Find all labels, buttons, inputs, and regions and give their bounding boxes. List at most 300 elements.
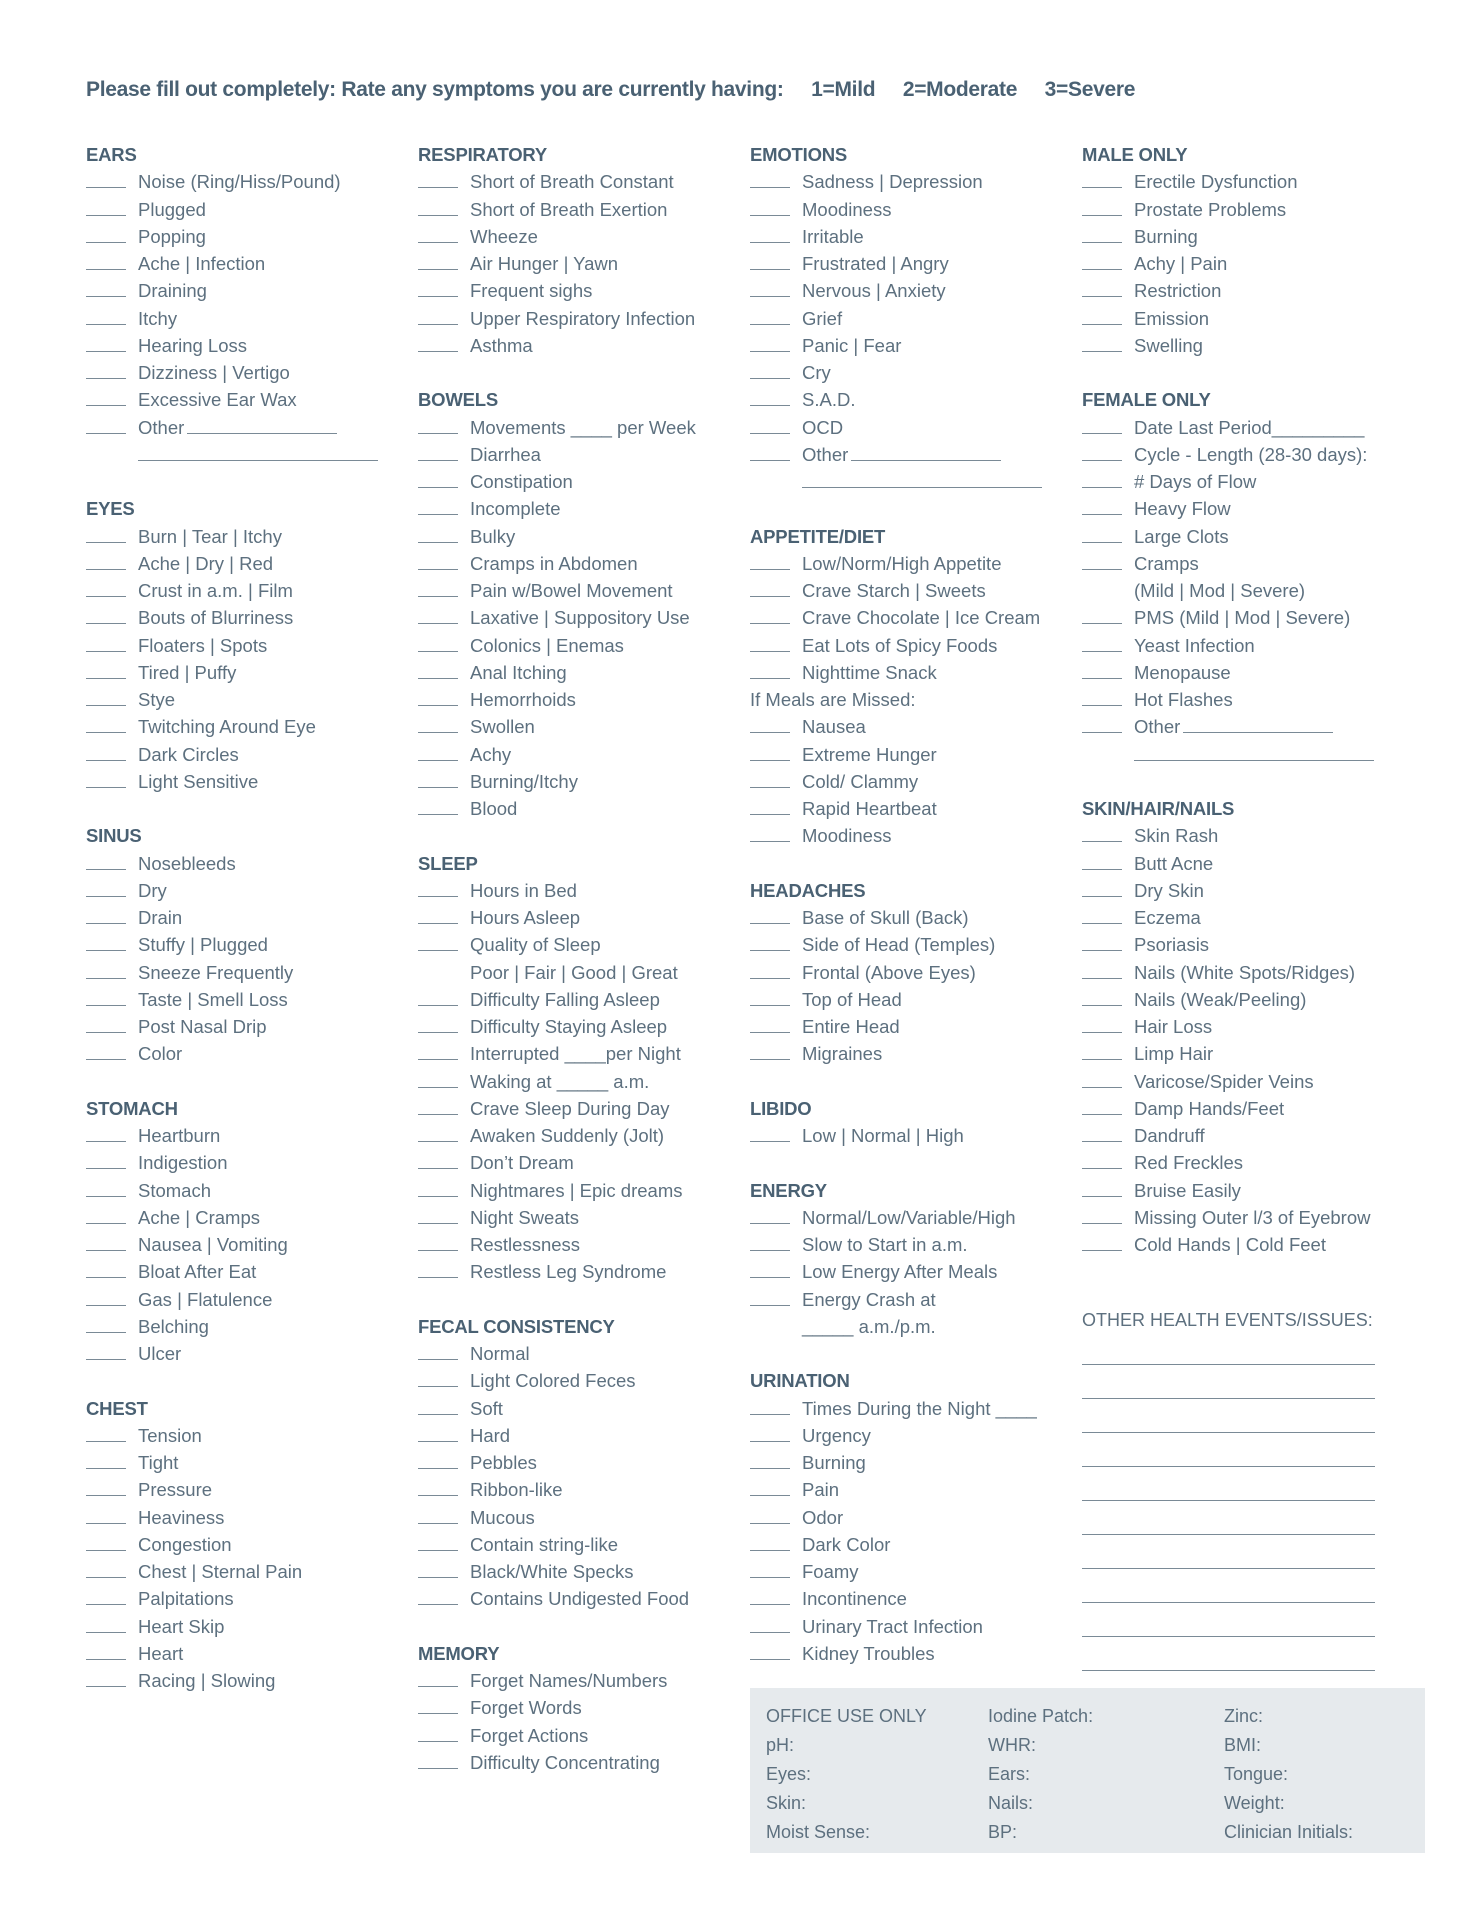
rating-blank[interactable] [418,605,458,624]
rating-blank[interactable] [1082,1205,1122,1224]
rating-blank[interactable] [86,1341,126,1360]
rating-blank[interactable] [418,1423,458,1442]
symptom-label: Low Energy After Meals [802,1261,998,1283]
symptom-item [86,959,406,986]
section-heading: LIBIDO [750,1097,812,1119]
symptom-item [86,986,406,1013]
rating-blank[interactable] [750,1477,790,1496]
write-in-line[interactable] [851,442,1001,461]
rating-blank[interactable] [750,905,790,924]
rating-blank[interactable] [750,1532,790,1551]
symptom-label: Heart Skip [138,1615,225,1637]
rating-blank[interactable] [86,1477,126,1496]
rating-blank[interactable] [1082,633,1122,652]
rating-blank[interactable] [1082,960,1122,979]
office-field-label: Zinc: [1224,1706,1264,1726]
rating-blank[interactable] [750,578,790,597]
rating-blank[interactable] [750,1014,790,1033]
symptom-item [418,1395,738,1422]
symptom-item [86,686,406,713]
rating-blank[interactable] [750,1641,790,1660]
symptom-label: Ache | Cramps [138,1206,261,1228]
symptom-item [750,686,1070,713]
symptom-label: Achy [470,743,512,765]
rating-blank[interactable] [418,1069,458,1088]
symptom-item [750,1476,1070,1503]
symptom-item [418,250,738,277]
symptom-label: Extreme Hunger [802,743,937,765]
rating-blank[interactable] [86,1532,126,1551]
section-stomach [86,1095,406,1368]
symptom-item [418,1149,738,1176]
symptom-item [750,1504,1070,1531]
rating-blank[interactable] [418,1150,458,1169]
symptom-label: Pressure [138,1479,213,1501]
symptom-item [1082,223,1402,250]
symptom-item [86,196,406,223]
section-heading: EARS [86,144,137,165]
rating-blank[interactable] [418,1396,458,1415]
write-in-line[interactable] [1082,1467,1375,1501]
rating-blank[interactable] [86,1232,126,1251]
rating-blank[interactable] [1082,469,1122,488]
symptom-item [1082,1095,1402,1122]
rating-blank[interactable] [86,932,126,951]
write-in-line[interactable] [1183,714,1333,733]
write-in-line[interactable] [1082,1501,1375,1535]
symptom-label: Waking at _____ a.m. [470,1070,650,1092]
rating-blank[interactable] [418,1341,458,1360]
rating-blank[interactable] [86,197,126,216]
rating-blank[interactable] [750,769,790,788]
rating-blank[interactable] [1082,905,1122,924]
symptom-item [750,768,1070,795]
rating-blank[interactable] [750,1123,790,1142]
rating-blank[interactable] [1082,1069,1122,1088]
write-in-line[interactable] [1082,1569,1375,1603]
section-bowels [418,386,738,822]
rating-blank[interactable] [86,551,126,570]
write-in-line[interactable] [1082,1433,1375,1467]
rating-blank[interactable] [418,1586,458,1605]
rating-blank[interactable] [86,1205,126,1224]
rating-blank[interactable] [86,987,126,1006]
symptom-item [86,550,406,577]
write-in-line[interactable] [1082,1603,1375,1637]
symptom-item [1082,550,1402,577]
rating-blank[interactable] [1082,169,1122,188]
rating-blank[interactable] [86,1586,126,1605]
rating-blank[interactable] [418,742,458,761]
symptom-item [1082,1068,1402,1095]
symptom-item [750,1040,1070,1067]
symptom-label: Congestion [138,1533,232,1555]
rating-blank[interactable] [1082,987,1122,1006]
rating-blank[interactable] [1082,1178,1122,1197]
rating-blank[interactable] [418,551,458,570]
symptom-item [86,1476,406,1503]
rating-blank[interactable] [86,714,126,733]
rating-blank[interactable] [418,1123,458,1142]
symptom-label: Frontal (Above Eyes) [802,961,976,983]
rating-blank[interactable] [418,306,458,325]
rating-blank[interactable] [86,1041,126,1060]
rating-blank[interactable] [750,360,790,379]
rating-blank[interactable] [1082,278,1122,297]
rating-blank[interactable] [750,387,790,406]
symptom-item [86,904,406,931]
symptom-item [86,414,406,441]
rating-blank[interactable] [86,387,126,406]
symptom-label: Popping [138,225,206,247]
rating-blank[interactable] [1082,197,1122,216]
symptom-item [418,877,738,904]
write-in-line[interactable] [1082,1535,1375,1569]
rating-blank[interactable] [418,415,458,434]
rating-blank[interactable] [86,1314,126,1333]
write-in-line[interactable] [187,415,337,434]
symptom-label: Nails (White Spots/Ridges) [1134,961,1356,983]
rating-blank[interactable] [1082,1096,1122,1115]
rating-blank[interactable] [86,1450,126,1469]
write-in-line[interactable] [1134,742,1374,761]
rating-blank[interactable] [1082,1150,1122,1169]
rating-blank[interactable] [1082,1041,1122,1060]
rating-blank[interactable] [1082,605,1122,624]
rating-blank[interactable] [1082,660,1122,679]
rating-blank[interactable] [750,224,790,243]
symptom-label: Restriction [1134,280,1222,302]
symptom-item [418,904,738,931]
rating-blank[interactable] [1082,823,1122,842]
symptom-item [750,713,1070,740]
symptom-label: Hard [470,1424,511,1446]
rating-blank[interactable] [1082,333,1122,352]
rating-blank[interactable] [1082,251,1122,270]
rating-blank[interactable] [1082,551,1122,570]
symptom-label: Nightmares | Epic dreams [470,1179,683,1201]
section-energy [750,1177,1070,1341]
symptom-item [418,931,738,958]
rating-blank[interactable] [418,1750,458,1769]
rating-blank[interactable] [418,687,458,706]
rating-blank[interactable] [1082,442,1122,461]
symptom-item [418,1749,738,1776]
rating-blank[interactable] [86,415,126,434]
rating-blank[interactable] [750,1396,790,1415]
rating-blank[interactable] [418,197,458,216]
symptom-label: Anal Itching [470,661,567,683]
rating-blank[interactable] [1082,687,1122,706]
rating-blank[interactable] [86,1559,126,1578]
rating-blank[interactable] [1082,932,1122,951]
rating-severe: 3=Severe [1044,78,1136,101]
rating-blank[interactable] [86,769,126,788]
rating-blank[interactable] [86,1641,126,1660]
section-heading: RESPIRATORY [418,144,548,165]
symptom-item [418,277,738,304]
rating-blank[interactable] [750,987,790,1006]
symptom-item [750,822,1070,849]
rating-blank[interactable] [418,796,458,815]
symptom-item [750,250,1070,277]
section-heading: BOWELS [418,389,498,411]
rating-blank[interactable] [86,333,126,352]
symptom-label: Plugged [138,198,206,220]
symptom-item [418,495,738,522]
symptom-item [418,795,738,822]
rating-blank[interactable] [750,1232,790,1251]
write-in-line[interactable] [802,469,1042,488]
rating-blank[interactable] [86,1150,126,1169]
rating-blank[interactable] [418,769,458,788]
symptom-item [750,305,1070,332]
rating-blank[interactable] [86,742,126,761]
symptom-item [1082,468,1402,495]
symptom-label: Colonics | Enemas [470,634,624,656]
rating-blank[interactable] [750,551,790,570]
rating-blank[interactable] [86,306,126,325]
symptom-item [750,1558,1070,1585]
rating-blank[interactable] [86,1178,126,1197]
rating-blank[interactable] [750,796,790,815]
section-appetite-diet [750,523,1070,850]
symptom-item [86,577,406,604]
rating-blank[interactable] [750,197,790,216]
rating-blank[interactable] [750,415,790,434]
rating-blank[interactable] [750,1505,790,1524]
symptom-label: Top of Head [802,988,902,1010]
symptom-label: Taste | Smell Loss [138,988,288,1010]
rating-blank[interactable] [1082,1123,1122,1142]
rating-blank[interactable] [418,987,458,1006]
symptom-label: Poor | Fair | Good | Great [470,961,678,983]
rating-blank[interactable] [750,1041,790,1060]
rating-blank[interactable] [418,496,458,515]
symptom-label: Black/White Specks [470,1561,634,1582]
rating-blank[interactable] [750,333,790,352]
rating-blank[interactable] [750,1205,790,1224]
rating-blank[interactable] [418,1178,458,1197]
rating-blank[interactable] [418,1096,458,1115]
symptom-label: Air Hunger | Yawn [470,253,619,274]
symptom-label: Burning [802,1452,866,1473]
rating-blank[interactable] [86,960,126,979]
rating-blank[interactable] [86,578,126,597]
rating-blank[interactable] [418,578,458,597]
symptom-item [1082,1040,1402,1067]
rating-blank[interactable] [750,306,790,325]
symptom-item [418,1558,738,1585]
symptom-label: Tired | Puffy [138,661,237,683]
rating-blank[interactable] [86,1287,126,1306]
symptom-label: Entire Head [802,1016,900,1037]
rating-blank[interactable] [750,605,790,624]
office-field-label: BMI: [1224,1735,1262,1755]
rating-blank[interactable] [418,633,458,652]
symptom-label: Urinary Tract Infection [802,1615,983,1637]
rating-blank[interactable] [86,360,126,379]
rating-blank[interactable] [1082,306,1122,325]
rating-blank[interactable] [750,823,790,842]
symptom-label: Eat Lots of Spicy Foods [802,634,998,656]
rating-blank[interactable] [418,333,458,352]
rating-blank[interactable] [86,1423,126,1442]
rating-blank[interactable] [1082,1014,1122,1033]
write-in-line[interactable] [1082,1637,1375,1671]
rating-blank[interactable] [418,1668,458,1687]
rating-blank[interactable] [418,1259,458,1278]
rating-mild: 1=Mild [811,78,876,101]
symptom-item [86,1613,406,1640]
rating-blank[interactable] [418,714,458,733]
section-male-only [1082,141,1402,359]
rating-blank[interactable] [418,1205,458,1224]
rating-blank[interactable] [418,1368,458,1387]
rating-blank[interactable] [1082,415,1122,434]
rating-blank[interactable] [750,278,790,297]
rating-blank[interactable] [86,251,126,270]
rating-blank[interactable] [418,442,458,461]
rating-blank[interactable] [86,1014,126,1033]
symptom-item [86,1422,406,1449]
symptom-label: S.A.D. [802,389,856,411]
rating-blank[interactable] [86,633,126,652]
rating-blank[interactable] [418,932,458,951]
symptom-label: Pain w/Bowel Movement [470,580,673,601]
symptom-label: Light Sensitive [138,770,259,792]
symptom-label: Noise (Ring/Hiss/Pound) [138,171,341,193]
rating-blank[interactable] [86,278,126,297]
rating-blank[interactable] [418,905,458,924]
rating-blank[interactable] [418,1723,458,1742]
rating-blank[interactable] [418,660,458,679]
symptom-item [418,1449,738,1476]
rating-blank[interactable] [86,224,126,243]
rating-blank[interactable] [418,251,458,270]
symptom-item [86,1149,406,1176]
rating-blank[interactable] [86,605,126,624]
rating-blank[interactable] [86,1123,126,1142]
write-in-line[interactable] [138,442,378,461]
rating-blank[interactable] [750,1559,790,1578]
symptom-label: Crave Chocolate | Ice Cream [802,607,1041,629]
rating-blank[interactable] [750,932,790,951]
symptom-label: Irritable [802,225,864,247]
symptom-label: Post Nasal Drip [138,1016,267,1037]
rating-blank[interactable] [86,878,126,897]
rating-blank[interactable] [1082,714,1122,733]
write-in-line[interactable] [1082,1365,1375,1399]
symptom-label: Side of Head (Temples) [802,934,996,956]
rating-blank[interactable] [418,524,458,543]
rating-blank[interactable] [418,278,458,297]
rating-blank[interactable] [1082,224,1122,243]
rating-blank[interactable] [750,442,790,461]
write-in-line[interactable] [1082,1399,1375,1433]
rating-blank[interactable] [750,1423,790,1442]
rating-blank[interactable] [750,1259,790,1278]
rating-blank[interactable] [86,1505,126,1524]
symptom-item [86,1013,406,1040]
rating-blank[interactable] [418,224,458,243]
rating-blank[interactable] [86,660,126,679]
rating-blank[interactable] [1082,851,1122,870]
rating-blank[interactable] [418,1450,458,1469]
symptom-label: Cramps in Abdomen [470,552,638,574]
rating-blank[interactable] [750,1614,790,1633]
section-female-only [1082,386,1402,768]
symptom-item [418,686,738,713]
symptom-label: Erectile Dysfunction [1134,171,1298,193]
rating-blank[interactable] [750,1586,790,1605]
symptom-item [750,414,1070,441]
rating-blank[interactable] [750,742,790,761]
rating-blank[interactable] [418,1232,458,1251]
symptom-item [86,1286,406,1313]
symptom-label: Interrupted ____per Night [470,1043,681,1065]
rating-blank[interactable] [1082,878,1122,897]
symptom-item [86,386,406,413]
rating-blank[interactable] [86,1259,126,1278]
symptom-label: Dark Circles [138,743,239,765]
rating-blank[interactable] [750,1450,790,1469]
symptom-label: Color [138,1043,183,1065]
rating-blank[interactable] [750,960,790,979]
rating-blank[interactable] [418,169,458,188]
rating-blank[interactable] [86,169,126,188]
rating-blank[interactable] [418,469,458,488]
rating-blank[interactable] [1082,1232,1122,1251]
rating-blank[interactable] [1082,496,1122,515]
rating-blank[interactable] [418,1695,458,1714]
rating-blank[interactable] [418,1559,458,1578]
rating-blank[interactable] [750,633,790,652]
symptom-label: Rapid Heartbeat [802,798,937,819]
rating-blank[interactable] [418,1014,458,1033]
rating-blank[interactable] [418,1477,458,1496]
symptom-item [1082,332,1402,359]
rating-blank[interactable] [750,1287,790,1306]
rating-blank[interactable] [1082,524,1122,543]
symptom-item [86,632,406,659]
symptom-label: Swelling [1134,334,1203,356]
rating-blank[interactable] [750,169,790,188]
write-in-line[interactable] [1082,1331,1375,1365]
symptom-label: Difficulty Concentrating [470,1751,660,1773]
symptom-label: Low/Norm/High Appetite [802,552,1002,574]
rating-blank[interactable] [86,687,126,706]
rating-blank[interactable] [86,1668,126,1687]
rating-blank[interactable] [418,1041,458,1060]
symptom-label: Restlessness [470,1234,581,1255]
section-skin-hair-nails [1082,795,1402,1258]
rating-blank[interactable] [86,1614,126,1633]
rating-blank[interactable] [750,660,790,679]
rating-blank[interactable] [418,1532,458,1551]
rating-blank[interactable] [86,851,126,870]
symptom-item [750,1449,1070,1476]
rating-blank[interactable] [750,714,790,733]
rating-blank[interactable] [750,251,790,270]
rating-blank[interactable] [418,878,458,897]
symptom-label: Chest | Sternal Pain [138,1561,303,1582]
symptom-label: Prostate Problems [1134,198,1287,220]
rating-blank[interactable] [86,524,126,543]
rating-blank[interactable] [418,1505,458,1524]
rating-blank[interactable] [86,905,126,924]
symptom-label: Difficulty Staying Asleep [470,1016,668,1037]
